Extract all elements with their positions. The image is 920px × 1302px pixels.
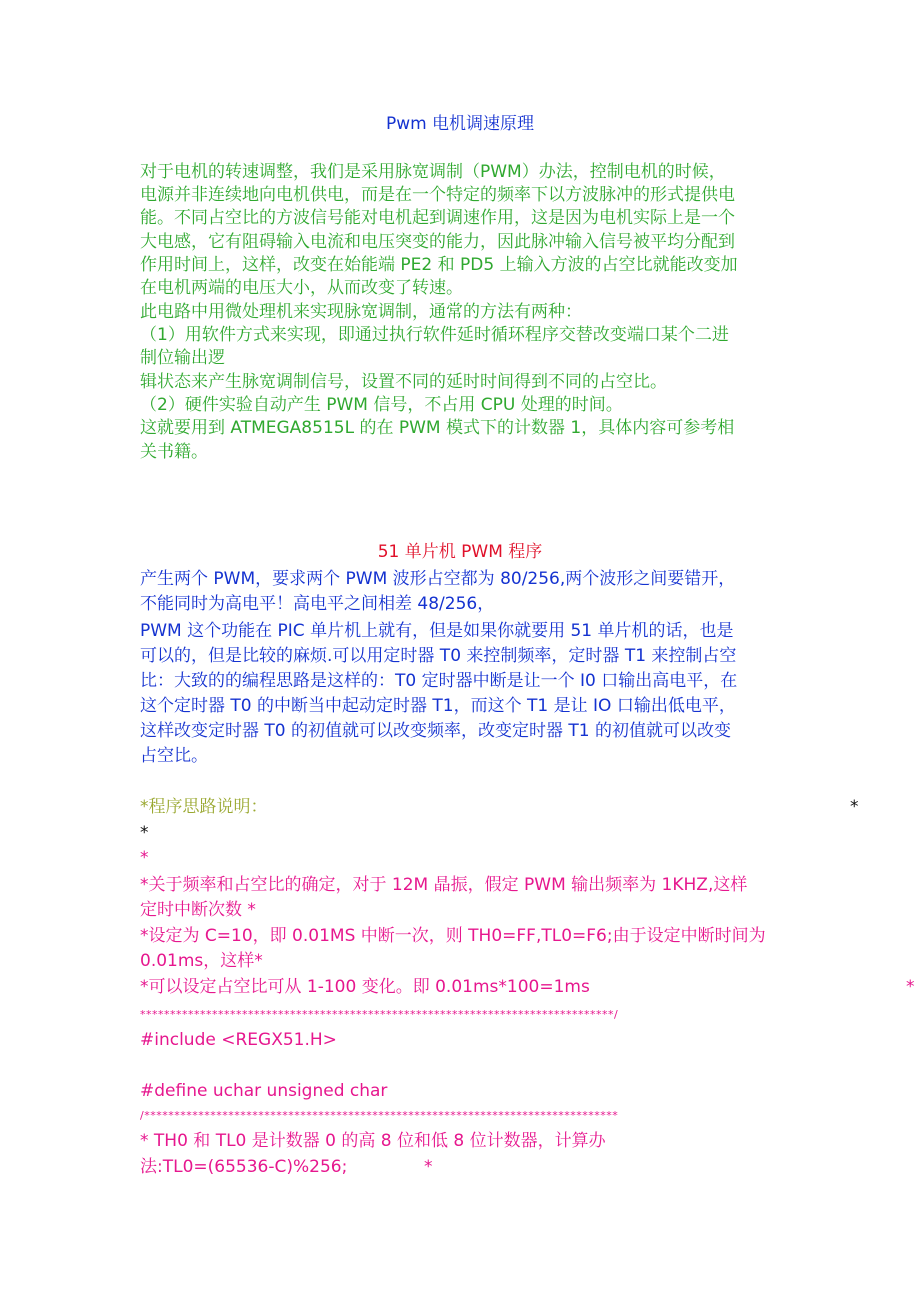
paragraph-line: 辑状态来产生脉宽调制信号，设置不同的延时时间得到不同的占空比。 [140,372,667,392]
paragraph-line: 这样改变定时器 T0 的初值就可以改变频率，改变定时器 T1 的初值就可以改变 [140,721,732,741]
paragraph-line: 关书籍。 [140,442,208,462]
paragraph-line: 不能同时为高电平！高电平之间相差 48/256， [140,594,495,614]
paragraph-line: （1）用软件方式来实现，即通过执行软件延时循环程序交替改变端口某个二进 [140,325,729,345]
code-line: 法:TL0=(65536-C)%256; [140,1157,348,1177]
code-define: #define uchar unsigned char [140,1081,388,1101]
code-line: *关于频率和占空比的确定，对于 12M 晶振，假定 PWM 输出频率为 1KHZ,这样 [140,875,748,895]
comment-border-start: /******************************************************************************* [140,1109,619,1122]
paragraph-line: 对于电机的转速调整，我们是采用脉宽调制（PWM）办法，控制电机的时候， [140,162,726,182]
paragraph-line: 大电感，它有阻碍输入电流和电压突变的能力，因此脉冲输入信号被平均分配到 [140,232,735,252]
paragraph-line: （2）硬件实验自动产生 PWM 信号，不占用 CPU 处理的时间。 [140,395,623,415]
paragraph-line: 这就要用到 ATMEGA8515L 的在 PWM 模式下的计数器 1，具体内容可参考相 [140,418,735,438]
code-comment-title: *程序思路说明： [140,797,268,817]
paragraph-line: 可以的，但是比较的麻烦.可以用定时器 T0 来控制频率，定时器 T1 来控制占空 [140,646,737,666]
paragraph-line: 作用时间上，这样，改变在始能端 PE2 和 PD5 上输入方波的占空比就能改变加 [140,255,738,275]
comment-border-end: *******************************************************************************/ [140,1008,619,1021]
paragraph-line: 电源并非连续地向电机供电，而是在一个特定的频率下以方波脉冲的形式提供电 [140,185,735,205]
paragraph-line: 制位输出逻 [140,348,225,368]
code-include: #include <REGX51.H> [140,1030,337,1050]
paragraph-line: 占空比。 [140,746,208,766]
paragraph-line: 在电机两端的电压大小，从而改变了转速。 [140,278,463,298]
paragraph-line: 这个定时器 T0 的中断当中起动定时器 T1，而这个 T1 是让 IO 口输出低电平， [140,696,736,716]
code-line: 0.01ms，这样* [140,951,263,971]
paragraph-line: 产生两个 PWM，要求两个 PWM 波形占空都为 80/256,两个波形之间要错开， [140,569,736,589]
section1-title: Pwm 电机调速原理 [385,114,535,134]
paragraph-line: 比：大致的的编程思路是这样的：T0 定时器中断是让一个 I0 口输出高电平，在 [140,671,738,691]
comment-star: * [424,1157,433,1177]
comment-star: * [140,848,149,868]
section2-title: 51 单片机 PWM 程序 [377,542,543,562]
paragraph-line: 此电路中用微处理机来实现脉宽调制，通常的方法有两种： [140,302,582,322]
paragraph-line: 能。不同占空比的方波信号能对电机起到调速作用，这是因为电机实际上是一个 [140,208,735,228]
code-line: *可以设定占空比可从 1-100 变化。即 0.01ms*100=1ms [140,977,590,997]
comment-star: * [140,823,149,843]
comment-star: * [850,797,859,817]
code-line: 定时中断次数 * [140,900,256,920]
code-line: *设定为 C=10，即 0.01MS 中断一次，则 TH0=FF,TL0=F6;由于设定中断时间为 [140,926,766,946]
paragraph-line: PWM 这个功能在 PIC 单片机上就有，但是如果你就要用 51 单片机的话，也是 [140,621,734,641]
code-line: * TH0 和 TL0 是计数器 0 的高 8 位和低 8 位计数器，计算办 [140,1131,606,1151]
comment-star: * [906,977,915,997]
